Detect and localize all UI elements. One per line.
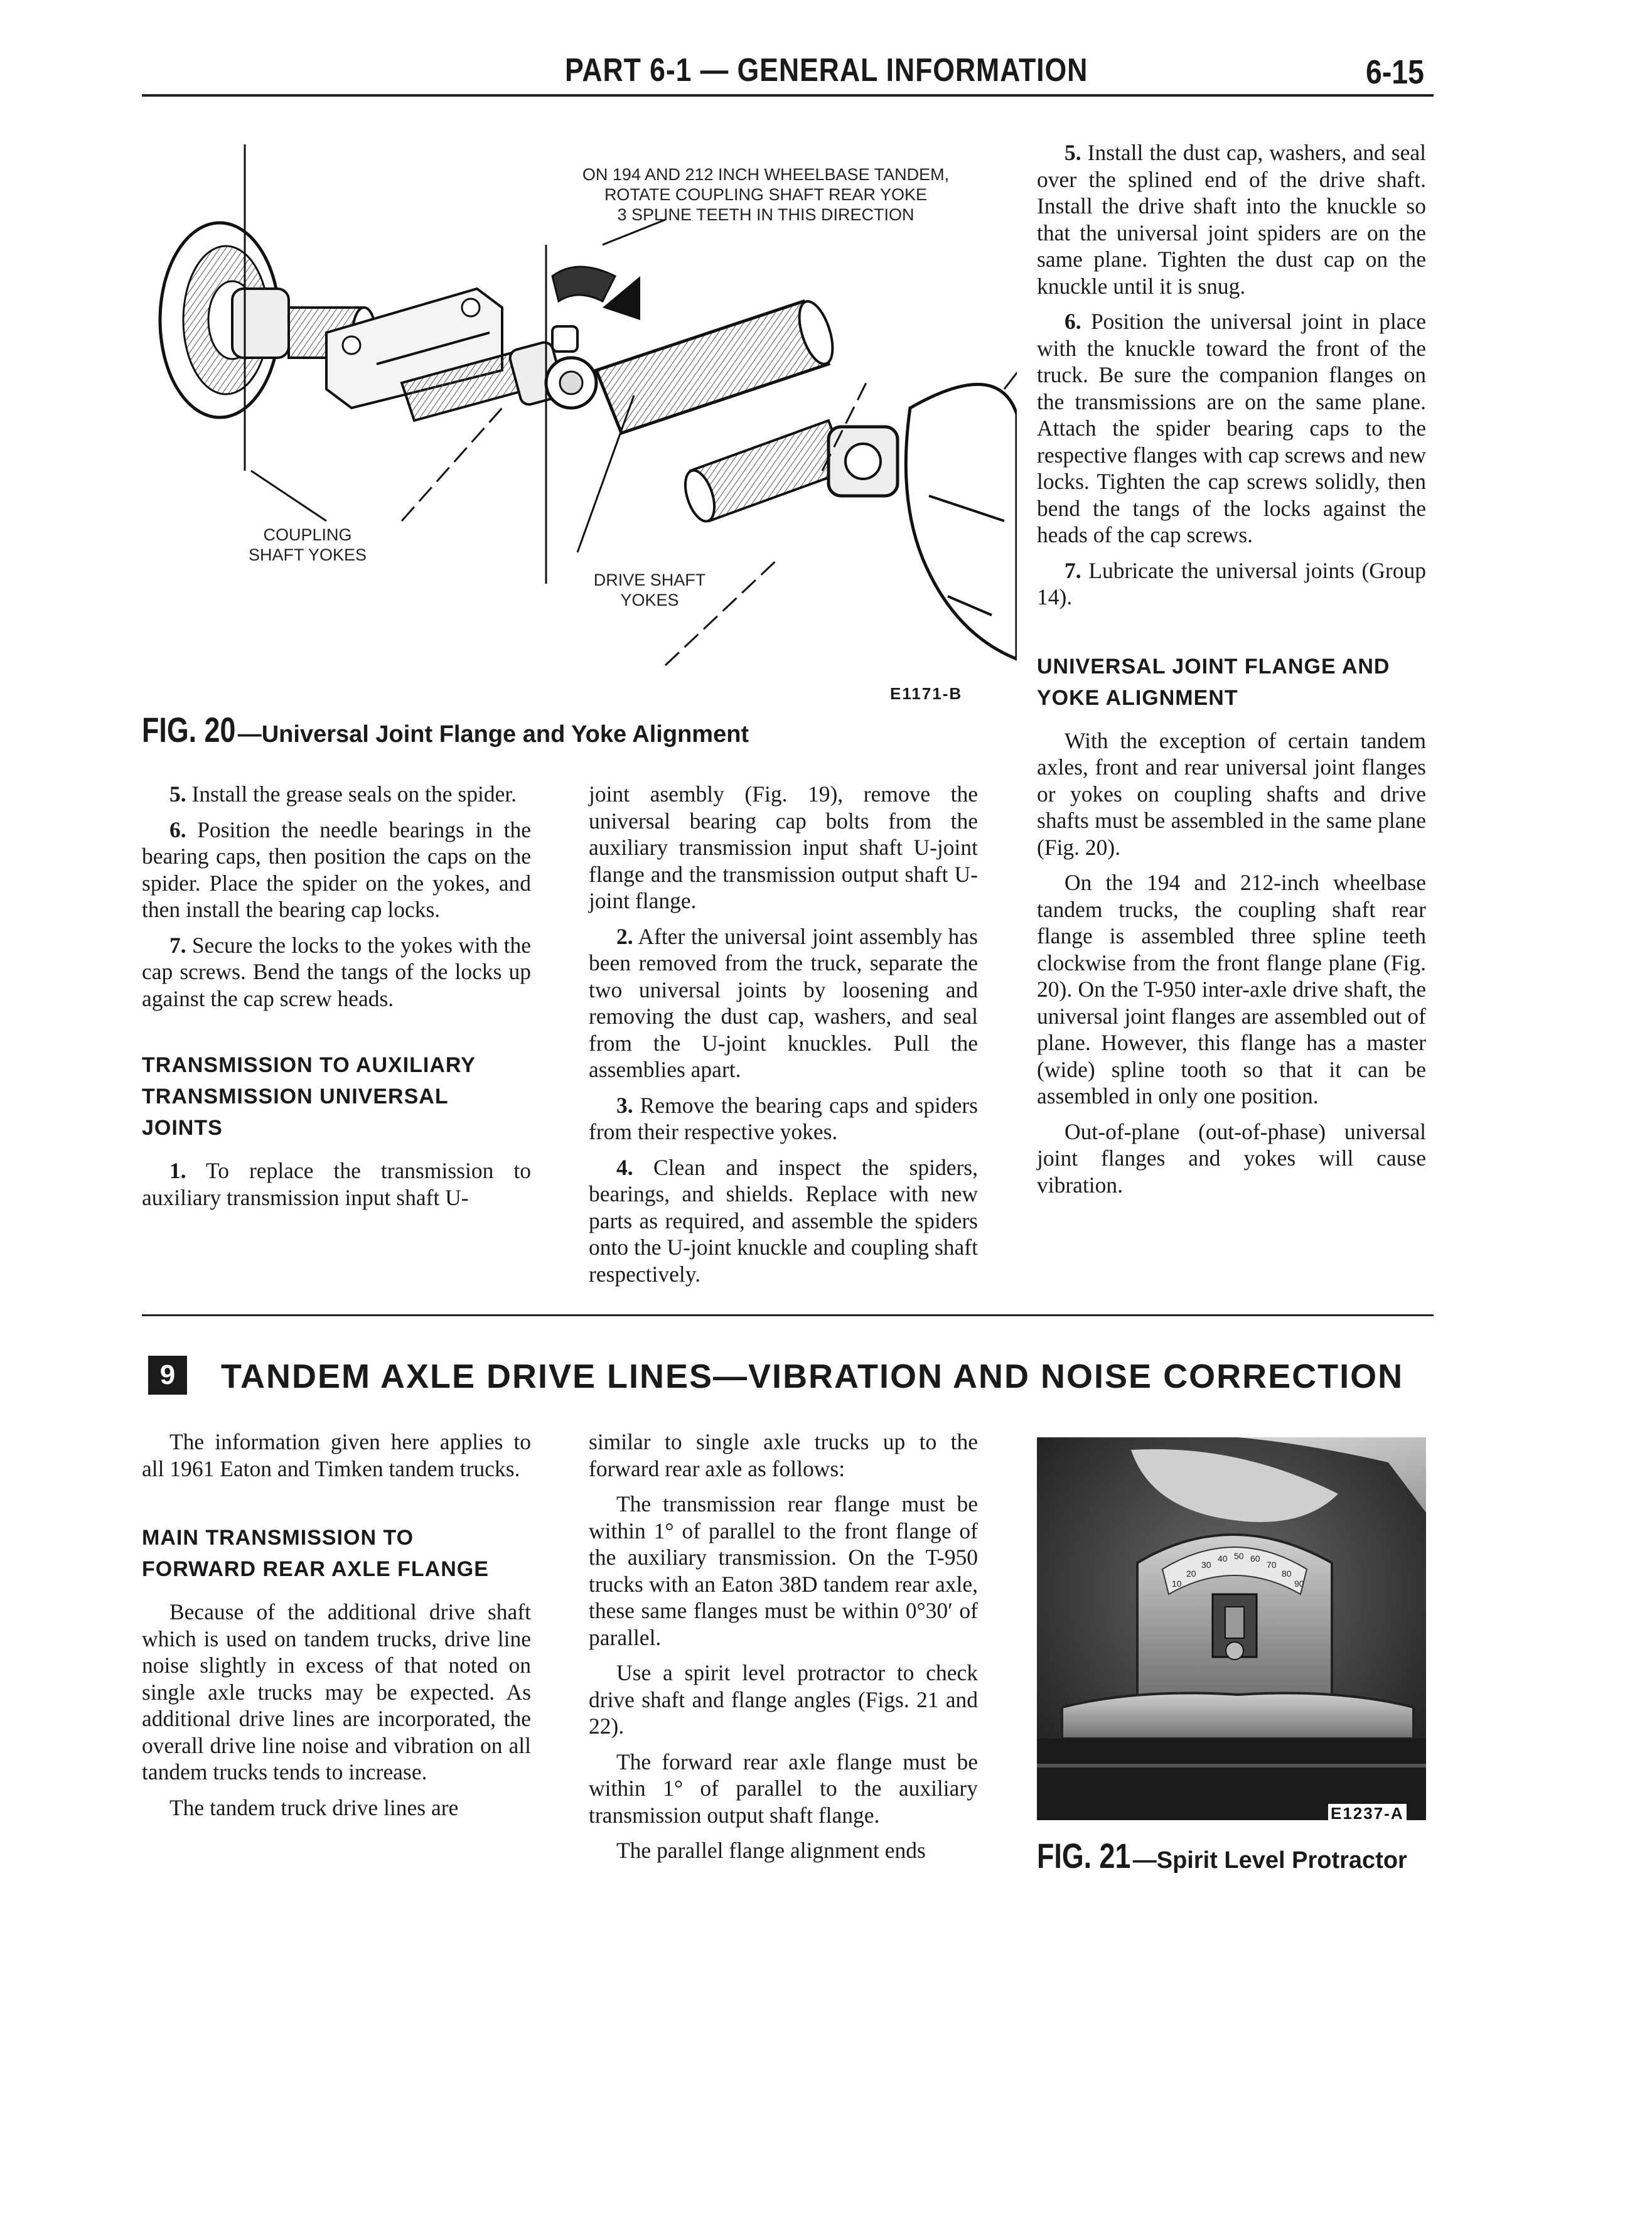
- rotation-arrow-icon: [552, 267, 640, 320]
- fig20-callout-line3: 3 SPLINE TEETH IN THIS DIRECTION: [617, 205, 914, 224]
- left-column-bottom: [142, 1429, 531, 1830]
- fig20-caption: [142, 709, 749, 750]
- fig20-label-drive-line2: YOKES: [620, 591, 679, 609]
- fig20-code: E1171-B: [890, 684, 963, 703]
- step5-right: 5. Install the dust cap, washers, and seal over the splined end of the drive shaft. Install the drive shaft into the knuckle so that the universal joint spiders are on the same plane. Tighten the dust cap on the knuckle until it is snug.: [1037, 140, 1426, 299]
- step5-left: 5. Install the grease seals on the spider.: [169, 781, 517, 807]
- para-forward-axle-flange: The forward rear axle flange must be within 1° of parallel to the auxiliary transmission output shaft flange.: [589, 1749, 978, 1828]
- dial-number-50: 50: [1234, 1551, 1244, 1561]
- middle-column-bottom: [589, 1429, 978, 1873]
- spirit-level-protractor-image: [1037, 1437, 1426, 1820]
- left-column-middle: [142, 781, 531, 1220]
- para-alignment-b: On the 194 and 212-inch wheelbase tandem trucks, the coupling shaft rear flange is assembled three spline teeth clockwise from the front flange plane (Fig. 20). On the T-950 inter-axle drive shaft, the universal joint flanges are assembled out of plane. However, this flange has a master (wide) spline tooth so that it can be assembled in only one position.: [1037, 870, 1426, 1108]
- right-column-top: [1037, 139, 1426, 1207]
- step2-mid: 2. After the universal joint assembly has been removed from the truck, separate the two universal joints by loosening and removing the dust cap, washers, and seal from the U-joint knuckles. Pull the assemblies apart.: [589, 923, 978, 1082]
- dial-number-40: 40: [1218, 1553, 1228, 1563]
- page-number: 6-15: [1366, 53, 1424, 91]
- fig21-caption-label: FIG. 21: [1037, 1836, 1131, 1875]
- step7-left: 7. Secure the locks to the yokes with the cap screws. Bend the tangs of the locks up against the cap screw heads.: [142, 932, 531, 1011]
- fig20-label-coupling-line1: COUPLING: [263, 525, 352, 544]
- dial-number-20: 20: [1186, 1569, 1196, 1579]
- para-alignment-c: Out-of-plane (out-of-phase) universal joint flanges and yokes will cause vibration.: [1037, 1118, 1426, 1198]
- dial-number-80: 80: [1282, 1569, 1292, 1579]
- para-intro-tandem: The information given here applies to all 1961 Eaton and Timken tandem trucks.: [142, 1429, 531, 1481]
- header-rule: [142, 94, 1434, 97]
- section9-title: TANDEM AXLE DRIVE LINES—VIBRATION AND NOISE CORRECTION: [221, 1358, 1404, 1395]
- fig20-caption-label: FIG. 20: [142, 710, 236, 749]
- fig20-caption-text: —Universal Joint Flange and Yoke Alignment: [237, 721, 749, 748]
- step3-mid: 3. Remove the bearing caps and spiders from their respective yokes.: [589, 1092, 978, 1144]
- fig20-label-coupling-line2: SHAFT YOKES: [248, 545, 367, 564]
- heading-main-trans-forward-axle: MAIN TRANSMISSION TO FORWARD REAR AXLE FLANGE: [142, 1526, 489, 1581]
- para-tandem-drivelines: The tandem truck drive lines are: [169, 1794, 459, 1820]
- rear-axle-housing: [906, 384, 1017, 659]
- fig20-label-drive: [577, 570, 722, 610]
- step1-left: 1. To replace the transmission to auxiliary transmission input shaft U-: [142, 1158, 531, 1210]
- step7-right: 7. Lubricate the universal joints (Group 14).: [1037, 557, 1426, 609]
- fig21-caption-text: —Spirit Level Protractor: [1132, 1847, 1407, 1874]
- fig20-label-drive-line1: DRIVE SHAFT: [593, 571, 706, 589]
- section-number-badge: 9: [148, 1356, 187, 1395]
- para-parallel-ends: The parallel flange alignment ends: [616, 1838, 926, 1863]
- dial-number-10: 10: [1172, 1579, 1182, 1589]
- fig20-callout-line2: ROTATE COUPLING SHAFT REAR YOKE: [604, 185, 928, 204]
- step6-left: 6. Position the needle bearings in the bearing caps, then position the caps on the spider. Place the spider on the yokes, and then install the bearing cap locks.: [142, 817, 531, 922]
- protractor-base: [1062, 1693, 1413, 1739]
- fig20-callout-rotate: [540, 164, 992, 225]
- fig20-label-coupling: [232, 525, 383, 565]
- step6-right: 6. Position the universal joint in place with the knuckle toward the front of the truck. Be sure the companion flanges on the transmissions are on the same plane. Attach the spider bearing caps to the respective flanges with cap screws and new locks. Tighten the cap screws solidly, then bend the tangs of the locks against the heads of the cap screws.: [1037, 309, 1426, 547]
- heading-trans-aux-ujoints: TRANSMISSION TO AUXILIARY TRANSMISSION UNIVERSAL JOINTS: [142, 1053, 476, 1140]
- para-rear-flange: The transmission rear flange must be within 1° of parallel to the front flange of the auxiliary transmission. On the T-950 trucks with an Eaton 38D tandem rear axle, these same flanges must be within 0°30′ of parallel.: [589, 1491, 978, 1650]
- fig21-code: E1237-A: [1328, 1804, 1407, 1823]
- fig20-callout-line1: ON 194 AND 212 INCH WHEELBASE TANDEM,: [582, 165, 950, 184]
- middle-column-middle: [589, 781, 978, 1296]
- step4-mid: 4. Clean and inspect the spiders, bearings, and shields. Replace with new parts as required, and assemble the spiders onto the U-joint knuckle and coupling shaft respectively.: [589, 1154, 978, 1287]
- rear-drive-shaft: [680, 421, 847, 525]
- para-spirit-level: Use a spirit level protractor to check drive shaft and flange angles (Figs. 21 and 22).: [589, 1660, 978, 1739]
- heading-ujoint-flange-alignment: UNIVERSAL JOINT FLANGE AND YOKE ALIGNMENT: [1037, 654, 1390, 710]
- dial-number-70: 70: [1267, 1560, 1277, 1570]
- universal-joint-middle: [546, 326, 596, 408]
- para-joint-assembly: joint asembly (Fig. 19), remove the universal bearing cap bolts from the auxiliary transmission input shaft U-joint flange and the transmission output shaft U-joint flange.: [589, 781, 978, 913]
- dial-number-90: 90: [1294, 1579, 1304, 1589]
- fig21-caption: [1037, 1835, 1407, 1876]
- para-alignment-a: With the exception of certain tandem axles, front and rear universal joint flanges or yokes on coupling shafts and drive shafts must be assembled in the same plane (Fig. 20).: [1037, 727, 1426, 860]
- level-vial: [1225, 1607, 1244, 1638]
- dial-number-60: 60: [1250, 1553, 1260, 1563]
- dial-number-30: 30: [1201, 1560, 1211, 1570]
- fig21-photo: [1037, 1437, 1426, 1820]
- para-additional-drive: Because of the additional drive shaft which is used on tandem trucks, drive line noise slightly in excess of that noted on single axle trucks may be expected. As additional drive lines are incorporated, the overall drive line noise and vibration on all tandem trucks tends to increase.: [142, 1599, 531, 1784]
- section-rule: [142, 1314, 1434, 1316]
- para-similar-single: similar to single axle trucks up to the forward rear axle as follows:: [589, 1429, 978, 1481]
- drive-shaft-tube: [596, 298, 839, 433]
- page-header-title: PART 6-1 — GENERAL INFORMATION: [565, 52, 1088, 88]
